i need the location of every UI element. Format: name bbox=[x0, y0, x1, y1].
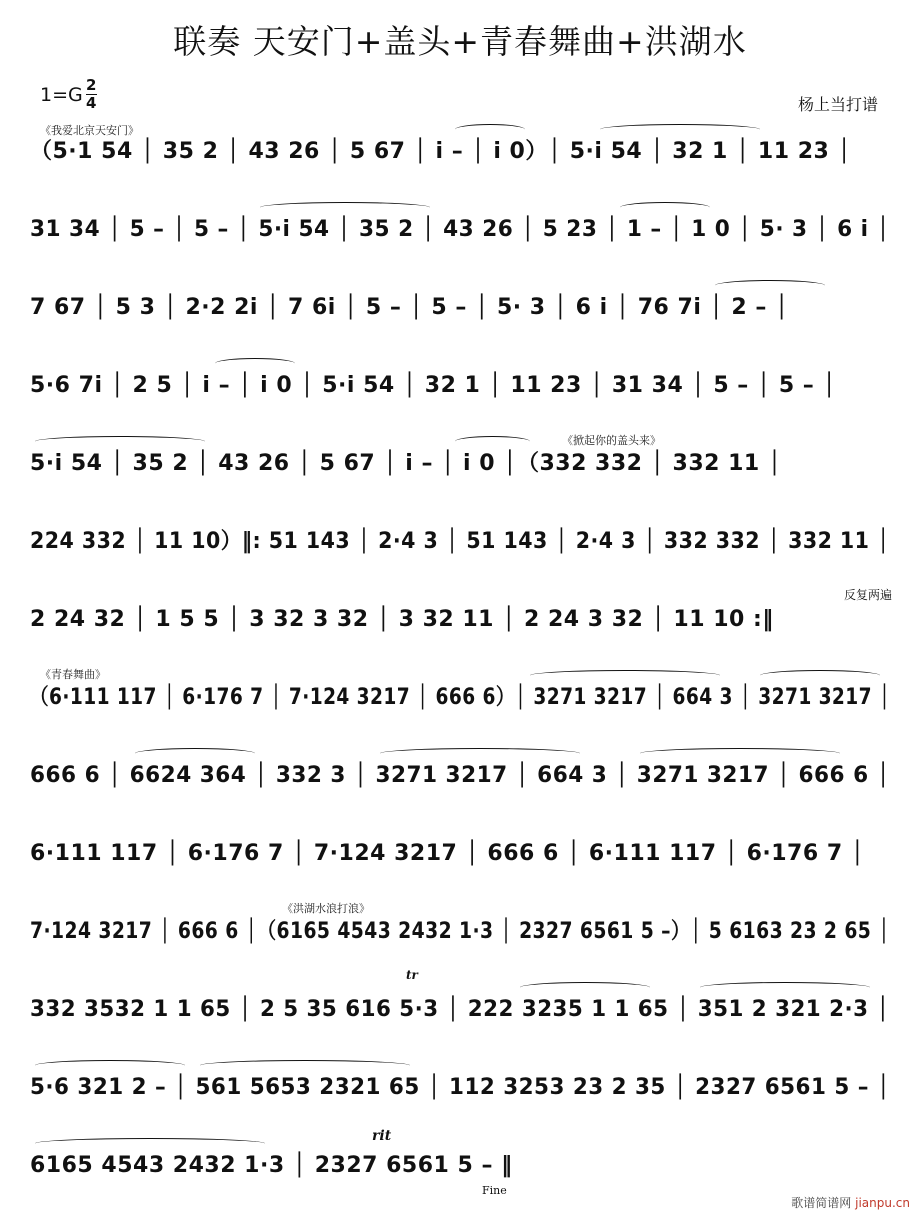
slur-mark bbox=[135, 748, 255, 759]
notation-text: 5·6 7i │ 2 5 │ i – │ i 0 │ 5·i 54 │ 32 1 │ 11 23 │ 31 34 │ 5 – │ 5 – │ bbox=[30, 373, 837, 398]
trill-mark: tr bbox=[406, 968, 418, 982]
slur-mark bbox=[520, 982, 650, 993]
notation-text: 224 332 │ 11 10）‖: 51 143 │ 2·4 3 │ 51 143 │ 2·4 3 │ 332 332 │ 332 11 │ bbox=[30, 529, 890, 554]
slur-mark bbox=[715, 280, 825, 291]
slur-mark bbox=[380, 748, 580, 759]
fine-mark: Fine bbox=[482, 1184, 507, 1197]
notation-text: 666 6 │ 6624 364 │ 332 3 │ 3271 3217 │ 664 3 │ 3271 3217 │ 666 6 │ bbox=[30, 763, 891, 788]
section-label-honghu: 《洪湖水浪打浪》 bbox=[282, 902, 370, 915]
watermark bbox=[791, 1194, 910, 1211]
notation-text: 31 34 │ 5 – │ 5 – │ 5·i 54 │ 35 2 │ 43 26 │ 5 23 │ 1 – │ 1 0 │ 5· 3 │ 6 i │ bbox=[30, 217, 891, 242]
slur-mark bbox=[640, 748, 840, 759]
slur-mark bbox=[35, 436, 205, 447]
section-label-qingchun: 《青春舞曲》 bbox=[40, 668, 106, 681]
key-label: 1=G bbox=[40, 83, 83, 106]
notation-text: 7 67 │ 5 3 │ 2·2 2i │ 7 6i │ 5 – │ 5 – │ 5· 3 │ 6 i │ 76 7i │ 2 – │ bbox=[30, 295, 789, 320]
slur-mark bbox=[455, 124, 525, 135]
notation-text: 332 3532 1 1 65 │ 2 5 35 616 5·3 │ 222 3235 1 1 65 │ 351 2 321 2·3 │ bbox=[30, 997, 890, 1022]
notation-text: 6·111 117 │ 6·176 7 │ 7·124 3217 │ 666 6 │ 6·111 117 │ 6·176 7 │ bbox=[30, 841, 865, 866]
slur-mark bbox=[200, 1060, 410, 1071]
notation-line-9 bbox=[30, 754, 890, 798]
notation-text: 2 24 32 │ 1 5 5 │ 3 32 3 32 │ 3 32 11 │ 2 24 3 32 │ 11 10 :‖ bbox=[30, 607, 774, 632]
notation-line-13 bbox=[30, 1066, 890, 1110]
notation-text: 5·i 54 │ 35 2 │ 43 26 │ 5 67 │ i – │ i 0 │（332 332 │ 332 11 │ bbox=[30, 451, 782, 476]
score-title: 联奏 天安门+盖头+青春舞曲+洪湖水 bbox=[173, 22, 747, 61]
meter-top: 2 bbox=[86, 76, 97, 94]
repeat-note: 反复两遍 bbox=[843, 588, 892, 602]
notation-line-11 bbox=[30, 910, 890, 954]
slur-mark bbox=[760, 670, 880, 681]
key-signature bbox=[40, 78, 97, 111]
notation-line-7 bbox=[30, 598, 890, 642]
slur-mark bbox=[530, 670, 720, 681]
notation-text: 7·124 3217 │ 666 6 │（6165 4543 2432 1·3 │ 2327 6561 5 –）│ 5 6163 23 2 65 │ bbox=[30, 919, 890, 944]
slur-mark bbox=[620, 202, 710, 213]
notation-text: 5·6 321 2 – │ 561 5653 2321 65 │ 112 3253 23 2 35 │ 2327 6561 5 – │ bbox=[30, 1075, 891, 1100]
watermark-domain: jianpu.cn bbox=[855, 1196, 910, 1210]
slur-mark bbox=[700, 982, 870, 993]
slur-mark bbox=[215, 358, 295, 369]
notation-line-6 bbox=[30, 520, 890, 564]
time-signature bbox=[86, 78, 97, 111]
slur-mark bbox=[35, 1138, 265, 1149]
notation-line-3 bbox=[30, 286, 890, 330]
notation-line-5 bbox=[30, 442, 890, 486]
notation-text: （5·1 54 │ 35 2 │ 43 26 │ 5 67 │ i – │ i 0）│ 5·i 54 │ 32 1 │ 11 23 │ bbox=[30, 139, 852, 164]
notation-text: （6·111 117 │ 6·176 7 │ 7·124 3217 │ 666 6）│ 3271 3217 │ 664 3 │ 3271 3217 │ bbox=[30, 685, 891, 710]
meter-bottom: 4 bbox=[86, 94, 97, 112]
notation-text: 6165 4543 2432 1·3 │ 2327 6561 5 – ‖ bbox=[30, 1153, 513, 1178]
notation-line-14 bbox=[30, 1144, 890, 1188]
section-label-gaitou: 《掀起你的盖头来》 bbox=[562, 434, 661, 447]
notation-line-10 bbox=[30, 832, 890, 876]
slur-mark bbox=[260, 202, 430, 213]
notation-line-1 bbox=[30, 130, 890, 174]
watermark-site-name: 歌谱简谱网 bbox=[791, 1196, 856, 1210]
slur-mark bbox=[35, 1060, 185, 1071]
notation-line-4 bbox=[30, 364, 890, 408]
notation-line-12 bbox=[30, 988, 890, 1032]
section-label-tiananmen: 《我爱北京天安门》 bbox=[40, 124, 139, 137]
notation-line-2 bbox=[30, 208, 890, 252]
arranger-credit: 杨上当打谱 bbox=[797, 95, 878, 114]
notation-line-8 bbox=[30, 676, 890, 720]
slur-mark bbox=[455, 436, 530, 447]
slur-mark bbox=[600, 124, 760, 135]
rit-mark: rit bbox=[372, 1128, 392, 1144]
